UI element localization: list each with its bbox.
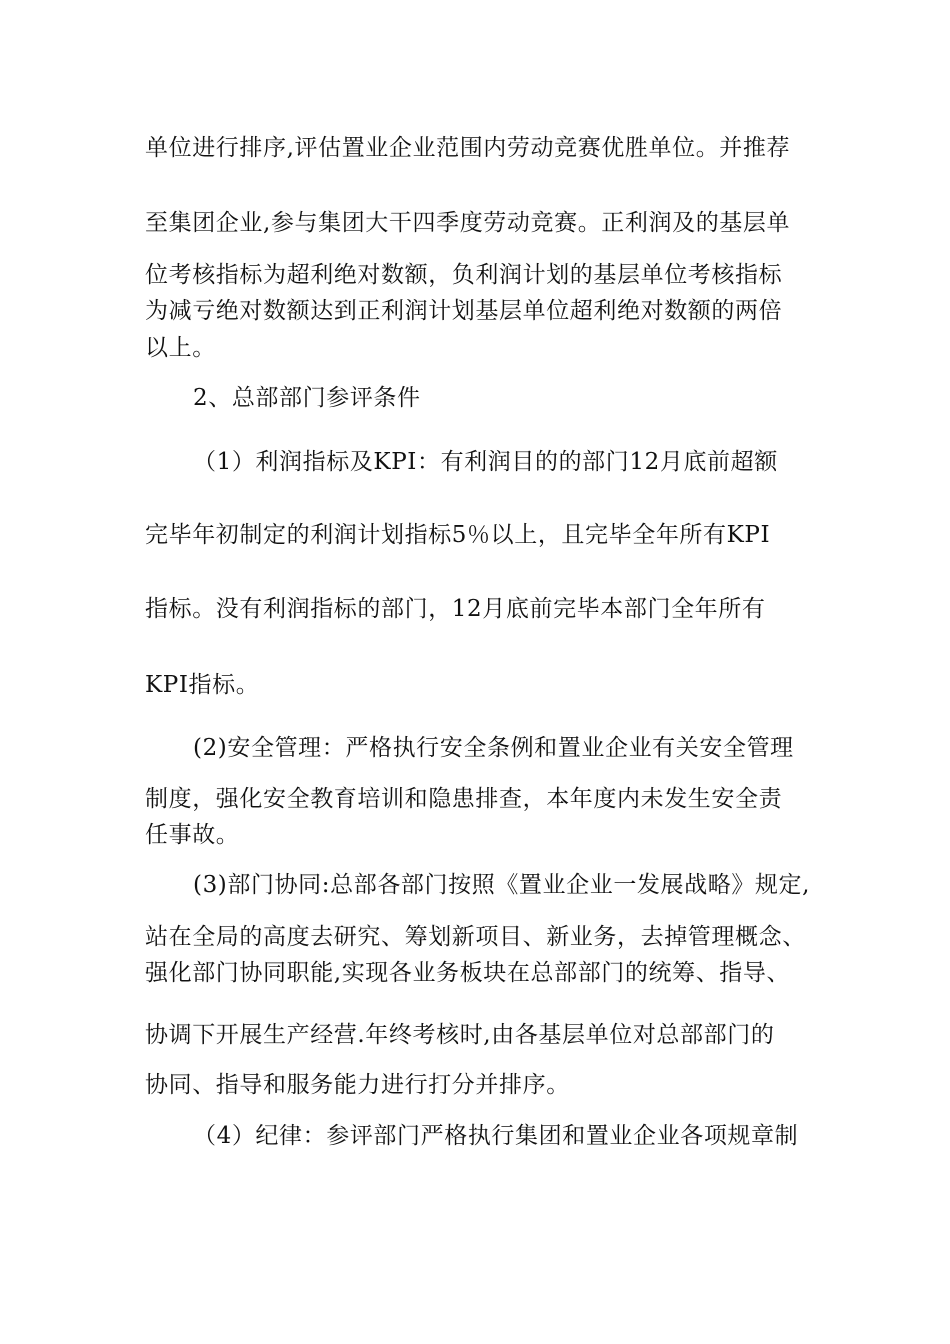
text-line-12: 制度，强化安全教育培训和隐患排查，本年度内未发生安全责 [145, 786, 783, 812]
text-line-8: 完毕年初制定的利润计划指标5％以上，且完毕全年所有KPI [145, 522, 771, 548]
text-line-18: 协同、指导和服务能力进行打分并排序。 [145, 1072, 570, 1098]
text-line-11: (2)安全管理：严格执行安全条例和置业企业有关安全管理 [193, 735, 794, 761]
text-line-4: 为减亏绝对数额达到正利润计划基层单位超利绝对数额的两倍 [145, 298, 783, 324]
text-line-17: 协调下开展生产经营.年终考核时,由各基层单位对总部部门的 [145, 1022, 775, 1048]
text-line-3: 位考核指标为超利绝对数额，负利润计划的基层单位考核指标 [145, 262, 783, 288]
section-heading: 2、总部部门参评条件 [193, 385, 421, 411]
text-line-7: （1）利润指标及KPI：有利润目的的部门12月底前超额 [193, 449, 778, 475]
text-line-10: KPI指标。 [145, 672, 260, 698]
text-line-5: 以上。 [145, 335, 216, 361]
text-line-19: （4）纪律：参评部门严格执行集团和置业企业各项规章制 [193, 1123, 799, 1149]
text-line-13: 任事故。 [145, 822, 240, 848]
text-line-14: (3)部门协同:总部各部门按照《置业企业一发展战略》规定, [193, 872, 811, 898]
text-line-2: 至集团企业,参与集团大干四季度劳动竞赛。正利润及的基层单 [145, 210, 791, 236]
text-line-1: 单位进行排序,评估置业企业范围内劳动竞赛优胜单位。并推荐 [145, 135, 791, 161]
text-line-9: 指标。没有利润指标的部门，12月底前完毕本部门全年所有 [145, 596, 766, 622]
text-line-16: 强化部门协同职能,实现各业务板块在总部部门的统筹、指导、 [145, 960, 791, 986]
text-line-15: 站在全局的高度去研究、筹划新项目、新业务，去掉管理概念、 [145, 924, 806, 950]
